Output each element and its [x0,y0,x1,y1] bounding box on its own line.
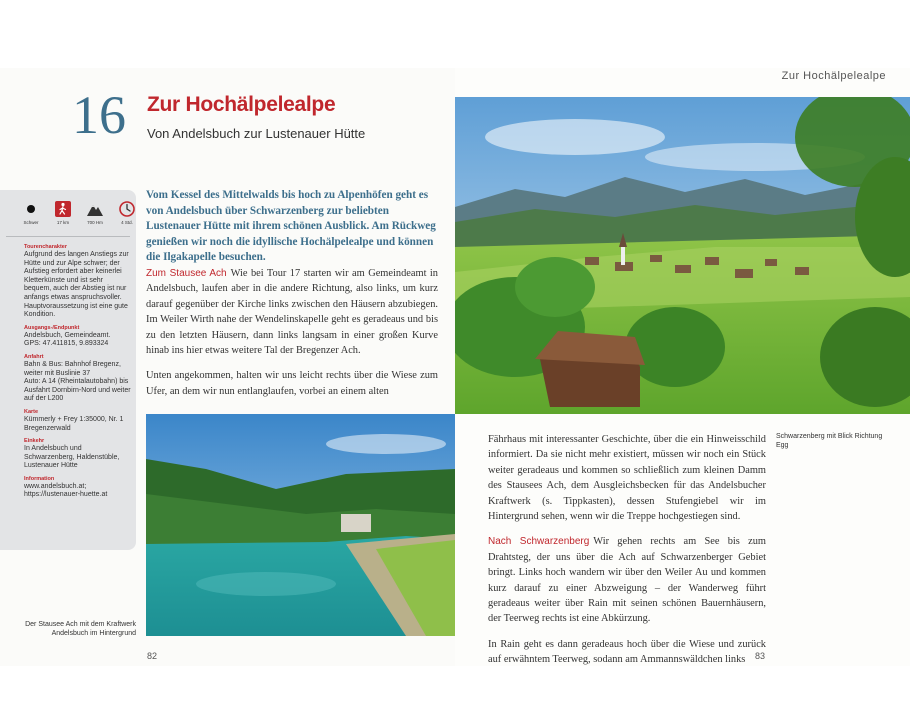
info-text: In Andelsbuch und Schwarzenberg, Haldenstüble, Lustenauer Hütte [24,445,120,470]
clock-icon [118,200,136,218]
paragraph: Fährhaus mit interessanter Geschichte, über die ein Hinweisschild informiert. Da sie nicht mehr existiert, müssen wir noch ein Stück weiter geradeaus und kommen so schließlich zum kleinen Damm des Stausees Ach, dem Ausgleichsbecken für das Andelsbucher Kraftwerk (s. Tippkasten), dessen Stufengiebel wir im Hintergrund sehen, wenn wir die Treppe hochgestiegen sind. [488,434,766,523]
info-text: Bahn & Bus: Bahnhof Bregenz, weiter mit Buslinie 37 Auto: A 14 (Rheintalautobahn) bis Ausfahrt Dornbirn-Nord und weiter auf der L200 [24,360,131,403]
left-body-text [146,266,438,409]
info-block-map [24,409,132,433]
info-text: Kümmerly + Frey 1:35000, Nr. 1 Bregenzerwald [24,415,124,432]
info-block-information [24,476,132,500]
running-head: Zur Hochälpelealpe [781,70,886,82]
paragraph-text: Wie bei Tour 17 starten wir am Gemeindeamt in Andelsbuch, laufen aber in die andere Richtung, also links, um kurz darauf gegenüber der Kirche links zwischen den Häusern abzubiegen. Im Weiler Wirth nahe der Wendelinskapelle geht es geradeaus und bis zu den letzten Häusern, dann links langsam in einer großen Kurve hinab ins hier etwas weitere Tal der Bregenzer Ach. [146,268,438,357]
info-block-access [24,354,132,404]
paragraph: In Rain geht es dann geradeaus hoch über die Wiese und zurück auf erwähntem Teerweg, sodann am Ammannswäldchen links [488,638,766,666]
paragraph-text: Wir gehen rechts am See bis zum Drahtsteg, der uns über die Ach auf Schwarzenberger Gebiet bringt. Links hoch wandern wir über den Weiler Au und kommen kurz darauf zu einer Abzweigung – der Wanderweg führt geradeaus weiter über Rain mit seinen schönen Bauernhäusern, der Teerweg rechts ist eine Abkürzung. [488,536,767,625]
photo-caption: Schwarzenberg mit Blick Richtung Egg [776,433,883,449]
stat-label: 4 Std. [121,220,133,225]
stat-label: Schwer [23,220,39,225]
stat-difficulty [20,200,42,225]
page-number-left: 82 [147,651,158,661]
paragraph [146,266,438,358]
sidebar-divider [6,236,130,237]
tour-stats [20,200,138,225]
stat-label: 700 Hm [87,220,103,225]
stausee-photo [146,414,455,636]
info-text: Aufgrund des langen Anstiegs zur Hütte und zur Alpe schwer; der Aufstieg erfordert aber keinerlei Kletterkünste und ist sehr bequem, auch der Abstieg ist nur anfangs etwas anspruchsvoller. Hauptvoraussetzung ist eine gute Kondition. [24,251,129,319]
stat-label: 17 km [56,220,70,225]
section-heading: Nach Schwarzenberg [488,536,590,548]
schwarzenberg-photo [455,97,910,414]
info-heading: Karte [24,408,39,415]
info-heading: Ausgangs-/Endpunkt [24,324,80,331]
tour-title: Zur Hochälpelealpe [147,93,336,116]
page-number-right: 83 [755,651,766,661]
tour-number: 16 [72,85,126,145]
info-block-start [24,325,132,349]
info-block-food [24,438,132,471]
photo-caption: Der Stausee Ach mit dem Kraftwerk Andelsbuch im Hintergrund [25,621,136,637]
section-heading: Zum Stausee Ach [146,268,227,279]
info-text: Andelsbuch, Gemeindeamt. GPS: 47.411815, 9.893324 [24,331,111,348]
paragraph: Unten angekommen, halten wir uns leicht rechts über die Wiese zum Ufer, an dem wir nun entlanglaufen, vorbei an einem alten [146,370,438,397]
info-heading: Einkehr [24,438,45,445]
tour-subtitle: Von Andelsbuch zur Lustenauer Hütte [147,126,366,141]
intro-paragraph: Vom Kessel des Mittelwalds bis hoch zu Alpenhöfen geht es von Andelsbuch über Schwarzenberg zur beliebten Lustenauer Hütte mit ihrem schönen Ausblick. Am Rückweg genießen wir noch die idyllische Hochälpelealpe und können die Ilgakapelle besuchen. [146,189,436,263]
stat-elevation [84,200,106,225]
difficulty-dot-icon [22,200,40,218]
hiker-icon [54,200,72,218]
paragraph [488,534,766,626]
info-heading: Information [24,475,55,482]
right-body-text [488,432,766,678]
info-heading: Tourencharakter [24,244,67,250]
info-heading: Anfahrt [24,353,44,360]
mountain-icon [86,200,104,218]
stat-distance [52,200,74,225]
info-text: www.andelsbuch.at; https://lustenauer-huette.at [24,482,108,499]
sidebar-details [24,244,132,505]
info-block-character [24,244,132,320]
stat-duration [116,200,138,225]
